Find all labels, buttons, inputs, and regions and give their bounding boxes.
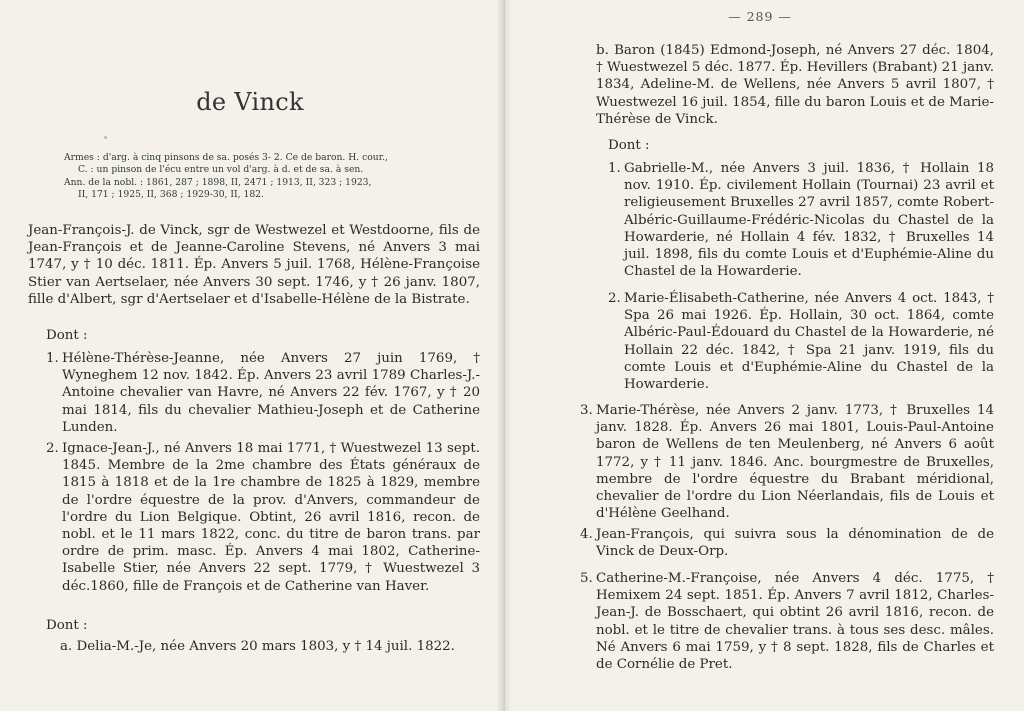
arms-line-2: C. : un pinson de l'écu entre un vol d'arg. à d. et de sa. à sen. xyxy=(78,164,364,175)
arms-line-4: II, 171 ; 1925, II, 368 ; 1929-30, II, 182. xyxy=(78,189,264,200)
list-item-2 xyxy=(46,440,480,595)
main-entry xyxy=(28,222,480,308)
sub-item-1-number: 1. xyxy=(608,161,621,176)
dont-label-2: Dont : xyxy=(46,618,88,633)
sub-item-1 xyxy=(608,160,994,280)
list-item-5-text: Catherine-M.-Françoise, née Anvers 4 déc. 1775, † Hemixem 24 sept. 1851. Ép. Anvers 7 avril 1812, Charles-Jean-J. de Bosschaert, qui obtint 26 avril 1816, recon. de nobl. et le titre de chevalier trans. à tous ses desc. mâles. Né Anvers 6 mai 1759, y † 8 sept. 1828, fils de Charles et de Cornélie de Pret. xyxy=(596,571,994,673)
list-item-3 xyxy=(580,402,994,522)
left-page xyxy=(0,0,500,711)
list-item-4-number: 4. xyxy=(580,527,593,542)
list-item-a xyxy=(60,638,480,655)
sub-item-1-text: Gabrielle-M., née Anvers 3 juil. 1836, † Hollain 18 nov. 1910. Ép. civilement Hollain (Tournai) 23 avril et religieusement Bruxelles 27 avril 1857, comte Robert-Albéric-Guillaume-Frédéric-Nicolas du Chastel de la Howarderie, né Hollain 4 fév. 1832, † Bruxelles 14 juil. 1898, fils du comte Louis et d'Euphémie-Aline du Chastel de la Howarderie. xyxy=(624,161,994,280)
main-entry-text: Jean-François-J. de Vinck, sgr de Westwezel et Westdoorne, fils de Jean-François et de Jeanne-Caroline Stevens, né Anvers 3 mai 1747, y † 10 déc. 1811. Ép. Anvers 5 juil. 1768, Hélène-Françoise Stier van Aertselaer, née Anvers 30 sept. 1746, y † 26 janv. 1807, fille d'Albert, sgr d'Aertselaer et d'Isabelle-Hélène de la Bistrate. xyxy=(28,223,480,307)
sub-item-2-text: Marie-Élisabeth-Catherine, née Anvers 4 oct. 1843, † Spa 26 mai 1926. Ép. Hollain, 30 oct. 1864, comte Albéric-Paul-Édouard du Chastel de la Howarderie, né Hollain 22 déc. 1842, † Spa 21 janv. 1919, fils du comte Louis et d'Euphémie-Aline du Chastel de la Howarderie. xyxy=(624,291,994,393)
list-item-a-text: a. Delia-M.-Je, née Anvers 20 mars 1803, y † 14 juil. 1822. xyxy=(60,639,455,654)
list-item-3-text: Marie-Thérèse, née Anvers 2 janv. 1773, † Bruxelles 14 janv. 1828. Ép. Anvers 26 mai 1801, Louis-Paul-Antoine baron de Wellens de ten Meulenberg, né Anvers 6 août 1772, y † 11 janv. 1846. Anc. bourgmestre de Bruxelles, membre de l'ordre équestre du Brabant méridional, chevalier de l'ordre du Lion Néerlandais, fils de Louis et d'Hélène Geelhand. xyxy=(596,403,994,522)
ink-speck xyxy=(104,136,107,139)
list-item-5 xyxy=(580,570,994,673)
list-item-b xyxy=(596,42,994,128)
arms-line-3: Ann. de la nobl. : 1861, 287 ; 1898, II, 2471 ; 1913, II, 323 ; 1923, xyxy=(64,177,372,188)
dont-label-3: Dont : xyxy=(608,138,650,153)
sub-item-2-number: 2. xyxy=(608,291,621,306)
list-item-1-text: Hélène-Thérèse-Jeanne, née Anvers 27 juin 1769, † Wyneghem 12 nov. 1842. Ép. Anvers 23 avril 1789 Charles-J.-Antoine chevalier van Havre, né Anvers 22 fév. 1767, y † 20 mai 1814, fils du chevalier Mathieu-Joseph et de Catherine Lunden. xyxy=(62,351,480,435)
list-item-2-number: 2. xyxy=(46,441,59,456)
list-item-3-number: 3. xyxy=(580,403,593,418)
arms-description xyxy=(64,152,464,201)
list-item-1-number: 1. xyxy=(46,351,59,366)
sub-item-2 xyxy=(608,290,994,393)
list-item-4-text: Jean-François, qui suivra sous la dénomination de de Vinck de Deux-Orp. xyxy=(596,527,994,560)
right-page xyxy=(510,0,1024,711)
arms-line-1: Armes : d'arg. à cinq pinsons de sa. posés 3- 2. Ce de baron. H. cour., xyxy=(64,152,388,163)
dont-label-1: Dont : xyxy=(46,328,88,343)
list-item-1 xyxy=(46,350,480,436)
family-title: de Vinck xyxy=(196,88,304,116)
list-item-b-text: b. Baron (1845) Edmond-Joseph, né Anvers 27 déc. 1804, † Wuestwezel 5 déc. 1877. Ép. Hevillers (Brabant) 21 janv. 1834, Adeline-M. de Wellens, née Anvers 5 avril 1807, † Wuestwezel 16 juil. 1854, fille du baron Louis et de Marie-Thérèse de Vinck. xyxy=(596,43,994,127)
list-item-5-number: 5. xyxy=(580,571,593,586)
list-item-4 xyxy=(580,526,994,560)
page-number: — 289 — xyxy=(728,9,792,24)
list-item-2-text: Ignace-Jean-J., né Anvers 18 mai 1771, † Wuestwezel 13 sept. 1845. Membre de la 2me chambre des États généraux de 1815 à 1818 et de la 1re chambre de 1825 à 1829, membre de l'ordre équestre de la prov. d'Anvers, commandeur de l'ordre du Lion Belgique. Obtint, 26 avril 1816, recon. de nobl. et le 11 mars 1822, conc. du titre de baron trans. par ordre de prim. masc. Ép. Anvers 4 mai 1802, Catherine-Isabelle Stier, née Anvers 22 sept. 1779, † Wuestwezel 3 déc.1860, fille de François et de Catherine van Haver. xyxy=(62,441,480,594)
